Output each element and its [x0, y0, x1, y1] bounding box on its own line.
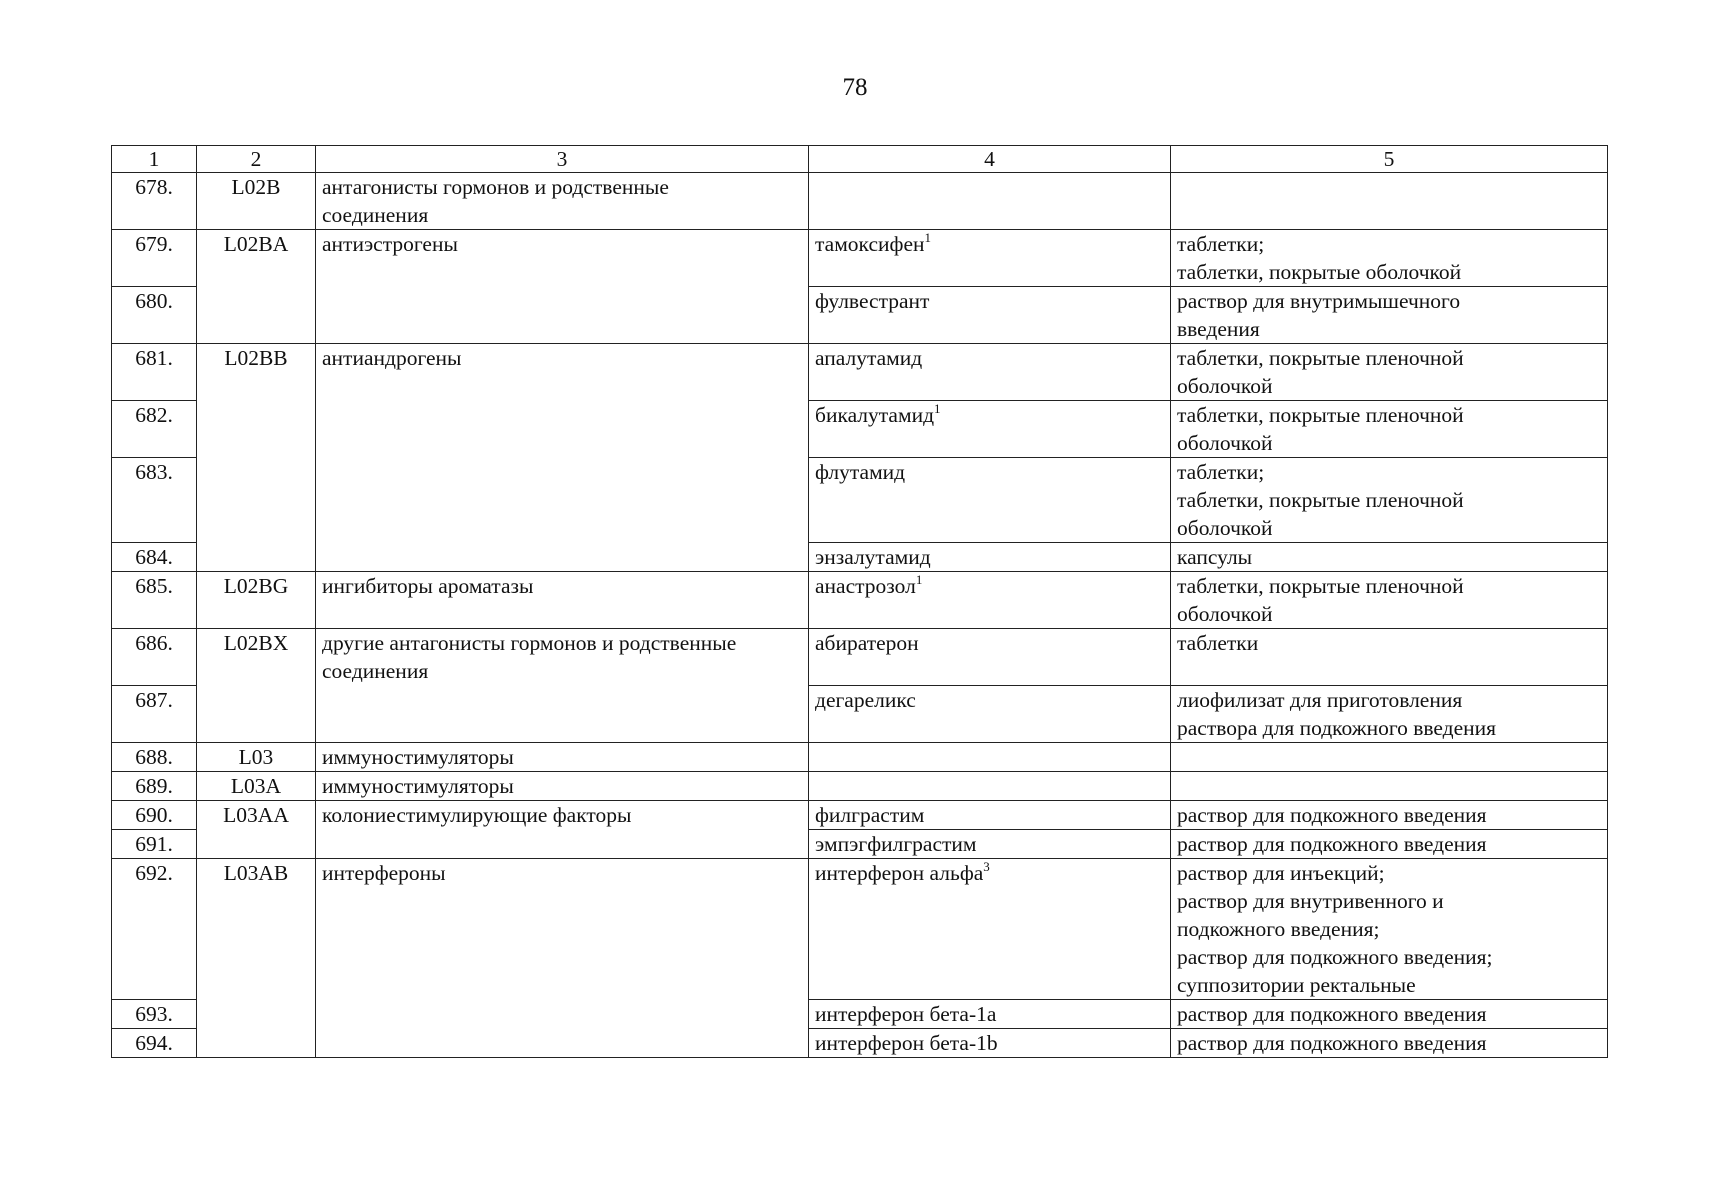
- table-row: [112, 859, 1608, 1000]
- row-number: 690.: [112, 801, 197, 830]
- drug-name: [809, 859, 1171, 1000]
- dosage-forms: [1171, 230, 1608, 287]
- dosage-forms: [1171, 173, 1608, 230]
- row-number: 693.: [112, 1000, 197, 1029]
- dosage-form-line: таблетки: [1177, 631, 1259, 655]
- drug-name-text: интерферон альфа: [815, 861, 984, 885]
- drug-name-text: абиратерон: [815, 631, 919, 655]
- dosage-forms: [1171, 1029, 1608, 1058]
- atc-code: L03AB: [197, 859, 316, 1058]
- drug-name-text: анастрозол: [815, 574, 916, 598]
- dosage-form-line: раствор для подкожного введения: [1177, 803, 1487, 827]
- row-number: 680.: [112, 287, 197, 344]
- atc-code: L03: [197, 743, 316, 772]
- footnote-marker: 1: [915, 572, 923, 587]
- column-header-1: 1: [112, 146, 197, 173]
- row-number: 685.: [112, 572, 197, 629]
- dosage-forms: [1171, 543, 1608, 572]
- footnote-marker: 1: [934, 401, 941, 416]
- dosage-form-line: раствор для подкожного введения: [1177, 1002, 1487, 1026]
- dosage-forms: [1171, 572, 1608, 629]
- table-header-row: [112, 146, 1608, 173]
- drug-name-text: фулвестрант: [815, 289, 930, 313]
- drug-name: [809, 1000, 1171, 1029]
- dosage-forms: [1171, 1000, 1608, 1029]
- group-name: [316, 629, 809, 743]
- row-number: 683.: [112, 458, 197, 543]
- group-name: [316, 801, 809, 859]
- drug-name: [809, 287, 1171, 344]
- drug-name: [809, 173, 1171, 230]
- row-number: 692.: [112, 859, 197, 1000]
- atc-code: L02B: [197, 173, 316, 230]
- table-row: [112, 629, 1608, 686]
- dosage-form-line: таблетки;: [1177, 232, 1265, 256]
- dosage-form-line: раствор для инъекций;: [1177, 861, 1385, 885]
- table-row: [112, 772, 1608, 801]
- atc-code: L02BB: [197, 344, 316, 572]
- drug-name: [809, 543, 1171, 572]
- row-number: 679.: [112, 230, 197, 287]
- dosage-forms: [1171, 401, 1608, 458]
- row-number: 678.: [112, 173, 197, 230]
- atc-code: L03A: [197, 772, 316, 801]
- row-number: 691.: [112, 830, 197, 859]
- dosage-forms: [1171, 830, 1608, 859]
- dosage-forms: [1171, 772, 1608, 801]
- row-number: 684.: [112, 543, 197, 572]
- dosage-form-line: раствора для подкожного введения: [1177, 716, 1497, 740]
- dosage-forms: [1171, 458, 1608, 543]
- dosage-form-line: раствор для подкожного введения;: [1177, 945, 1493, 969]
- drug-name-text: флутамид: [815, 460, 906, 484]
- row-number: 694.: [112, 1029, 197, 1058]
- drug-name: [809, 686, 1171, 743]
- table-row: [112, 572, 1608, 629]
- drug-name: [809, 458, 1171, 543]
- group-name-line: ингибиторы ароматазы: [322, 574, 534, 598]
- table-row: [112, 230, 1608, 287]
- dosage-form-line: оболочкой: [1177, 374, 1273, 398]
- row-number: 682.: [112, 401, 197, 458]
- medicines-table: [111, 145, 1608, 1058]
- dosage-form-line: таблетки;: [1177, 460, 1265, 484]
- dosage-form-line: раствор для подкожного введения: [1177, 1031, 1487, 1055]
- drug-name-text: дегареликс: [815, 688, 916, 712]
- table-row: [112, 173, 1608, 230]
- group-name-line: соединения: [322, 203, 429, 227]
- group-name-line: антиандрогены: [322, 346, 462, 370]
- column-header-4: 4: [809, 146, 1171, 173]
- drug-name-text: интерферон бета-1a: [815, 1002, 997, 1026]
- column-header-2: 2: [197, 146, 316, 173]
- dosage-form-line: введения: [1177, 317, 1260, 341]
- group-name: [316, 743, 809, 772]
- drug-name: [809, 230, 1171, 287]
- row-number: 681.: [112, 344, 197, 401]
- table-row: [112, 801, 1608, 830]
- dosage-forms: [1171, 287, 1608, 344]
- drug-name-text: бикалутамид: [815, 403, 935, 427]
- group-name-line: иммуностимуляторы: [322, 774, 514, 798]
- atc-code: L02BG: [197, 572, 316, 629]
- dosage-form-line: таблетки, покрытые пленочной: [1177, 346, 1464, 370]
- group-name-line: антиэстрогены: [322, 232, 458, 256]
- dosage-form-line: оболочкой: [1177, 602, 1273, 626]
- row-number: 688.: [112, 743, 197, 772]
- atc-code: L02BX: [197, 629, 316, 743]
- drug-name: [809, 801, 1171, 830]
- dosage-form-line: подкожного введения;: [1177, 917, 1380, 941]
- drug-name-text: интерферон бета-1b: [815, 1031, 998, 1055]
- drug-name: [809, 830, 1171, 859]
- group-name-line: антагонисты гормонов и родственные: [322, 175, 669, 199]
- dosage-forms: [1171, 686, 1608, 743]
- row-number: 687.: [112, 686, 197, 743]
- dosage-form-line: таблетки, покрытые оболочкой: [1177, 260, 1462, 284]
- group-name-line: интерфероны: [322, 861, 446, 885]
- dosage-form-line: таблетки, покрытые пленочной: [1177, 488, 1464, 512]
- group-name: [316, 772, 809, 801]
- group-name: [316, 230, 809, 344]
- drug-name-text: энзалутамид: [815, 545, 931, 569]
- dosage-form-line: капсулы: [1177, 545, 1253, 569]
- row-number: 686.: [112, 629, 197, 686]
- dosage-form-line: оболочкой: [1177, 516, 1273, 540]
- dosage-form-line: раствор для подкожного введения: [1177, 832, 1487, 856]
- dosage-forms: [1171, 629, 1608, 686]
- column-header-3: 3: [316, 146, 809, 173]
- drug-name: [809, 344, 1171, 401]
- drug-name-text: эмпэгфилграстим: [815, 832, 977, 856]
- drug-name: [809, 572, 1171, 629]
- group-name: [316, 173, 809, 230]
- drug-name: [809, 629, 1171, 686]
- row-number: 689.: [112, 772, 197, 801]
- atc-code: L02BA: [197, 230, 316, 344]
- dosage-form-line: оболочкой: [1177, 431, 1273, 455]
- group-name: [316, 572, 809, 629]
- dosage-form-line: суппозитории ректальные: [1177, 973, 1416, 997]
- footnote-marker: 1: [924, 230, 931, 245]
- group-name: [316, 344, 809, 572]
- footnote-marker: 3: [983, 859, 990, 874]
- column-header-5: 5: [1171, 146, 1608, 173]
- group-name-line: соединения: [322, 659, 429, 683]
- table-row: [112, 344, 1608, 401]
- atc-code: L03AA: [197, 801, 316, 859]
- drug-name-text: филграстим: [815, 803, 925, 827]
- group-name-line: другие антагонисты гормонов и родственные: [322, 631, 737, 655]
- dosage-form-line: таблетки, покрытые пленочной: [1177, 574, 1464, 598]
- group-name-line: колониестимулирующие факторы: [322, 803, 632, 827]
- group-name: [316, 859, 809, 1058]
- dosage-form-line: раствор для внутримышечного: [1177, 289, 1461, 313]
- drug-name-text: апалутамид: [815, 346, 923, 370]
- dosage-form-line: таблетки, покрытые пленочной: [1177, 403, 1464, 427]
- drug-name: [809, 772, 1171, 801]
- group-name-line: иммуностимуляторы: [322, 745, 514, 769]
- drug-name: [809, 743, 1171, 772]
- drug-name-text: тамоксифен: [815, 232, 925, 256]
- dosage-forms: [1171, 743, 1608, 772]
- dosage-form-line: раствор для внутривенного и: [1177, 889, 1444, 913]
- drug-name: [809, 401, 1171, 458]
- table-row: [112, 743, 1608, 772]
- dosage-forms: [1171, 801, 1608, 830]
- dosage-forms: [1171, 859, 1608, 1000]
- drug-name: [809, 1029, 1171, 1058]
- page-number: 78: [842, 74, 868, 101]
- dosage-form-line: лиофилизат для приготовления: [1177, 688, 1463, 712]
- dosage-forms: [1171, 344, 1608, 401]
